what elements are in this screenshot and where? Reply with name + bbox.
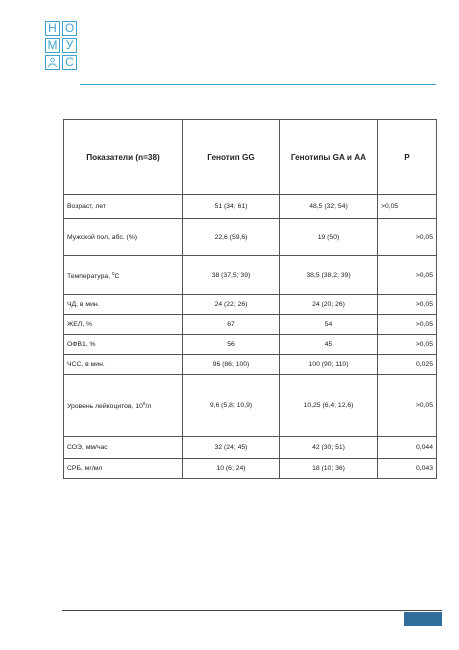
- cell-gg: 32 (24; 45): [183, 437, 280, 459]
- footer-divider: [62, 610, 442, 611]
- param-suffix: /л: [145, 403, 152, 410]
- cell-param: ЧД, в мин.: [64, 295, 183, 315]
- cell-ga: 54: [280, 315, 378, 335]
- table-row: [64, 375, 437, 437]
- table-row: [64, 315, 437, 335]
- cell-ga: 100 (90; 110): [280, 355, 378, 375]
- cell-ga: 24 (20; 26): [280, 295, 378, 315]
- cell-param: Возраст, лет: [64, 195, 183, 219]
- logo-emblem-icon: [45, 55, 60, 70]
- param-text: Уровень лейкоцитов, 10: [67, 403, 143, 410]
- cell-ga: 45: [280, 335, 378, 355]
- cell-ga: 19 (50): [280, 219, 378, 256]
- header-param: Показатели (n=38): [64, 120, 183, 195]
- cell-ga: 48,5 (32; 54): [280, 195, 378, 219]
- cell-p: >0,05: [378, 195, 437, 219]
- table-row: [64, 335, 437, 355]
- cell-gg: 67: [183, 315, 280, 335]
- logo-letter: У: [62, 38, 77, 53]
- table-header-row: [64, 120, 437, 195]
- cell-gg: 24 (22; 26): [183, 295, 280, 315]
- cell-p: >0,05: [378, 375, 437, 437]
- cell-gg: 96 (86; 100): [183, 355, 280, 375]
- param-sup: 9: [142, 401, 146, 406]
- results-table: [63, 119, 437, 479]
- table-row: [64, 437, 437, 459]
- logo-letter: М: [45, 38, 60, 53]
- header-ga: Генотипы GA и AA: [280, 120, 378, 195]
- param-suffix: С: [114, 272, 120, 280]
- cell-p: 0,044: [378, 437, 437, 459]
- cell-gg: 51 (34; 61): [183, 195, 280, 219]
- cell-p: >0,05: [378, 315, 437, 335]
- cell-ga: 10,25 (6,4; 12,6): [280, 375, 378, 437]
- cell-gg: 56: [183, 335, 280, 355]
- cell-param: СОЭ, мм/час: [64, 437, 183, 459]
- header-p: P: [378, 120, 437, 195]
- cell-param: [64, 375, 183, 437]
- param-text: Температура,: [67, 272, 112, 280]
- logo-letter: С: [62, 55, 77, 70]
- cell-p: 0,043: [378, 459, 437, 479]
- cell-p: >0,05: [378, 295, 437, 315]
- header-divider: [80, 84, 436, 85]
- logo: [45, 21, 77, 70]
- cell-param: ОФВ1, %: [64, 335, 183, 355]
- cell-param: СРБ, мг/мл: [64, 459, 183, 479]
- cell-gg: 38 (37,5; 39): [183, 256, 280, 295]
- table-row: [64, 355, 437, 375]
- cell-gg: 10 (6; 24): [183, 459, 280, 479]
- cell-gg: 22,6 (59,6): [183, 219, 280, 256]
- param-sup: 0: [111, 270, 115, 276]
- table-row: [64, 459, 437, 479]
- cell-param: [64, 256, 183, 295]
- cell-p: 0,025: [378, 355, 437, 375]
- table-row: [64, 295, 437, 315]
- table-row: [64, 219, 437, 256]
- cell-param: ЧСС, в мин.: [64, 355, 183, 375]
- table-row: [64, 195, 437, 219]
- cell-param: Мужской пол, абс. (%): [64, 219, 183, 256]
- cell-p: >0,05: [378, 219, 437, 256]
- cell-ga: 38,5 (38,2; 39): [280, 256, 378, 295]
- cell-param: ЖЕЛ, %: [64, 315, 183, 335]
- logo-letter: Н: [45, 21, 60, 36]
- header-gg: Генотип GG: [183, 120, 280, 195]
- cell-ga: 18 (10; 36): [280, 459, 378, 479]
- table-row: [64, 256, 437, 295]
- logo-letter: О: [62, 21, 77, 36]
- footer-page-box: [404, 612, 442, 626]
- cell-ga: 42 (30; 51): [280, 437, 378, 459]
- cell-gg: 9,6 (5,8; 10,9): [183, 375, 280, 437]
- cell-p: >0,05: [378, 256, 437, 295]
- cell-p: >0,05: [378, 335, 437, 355]
